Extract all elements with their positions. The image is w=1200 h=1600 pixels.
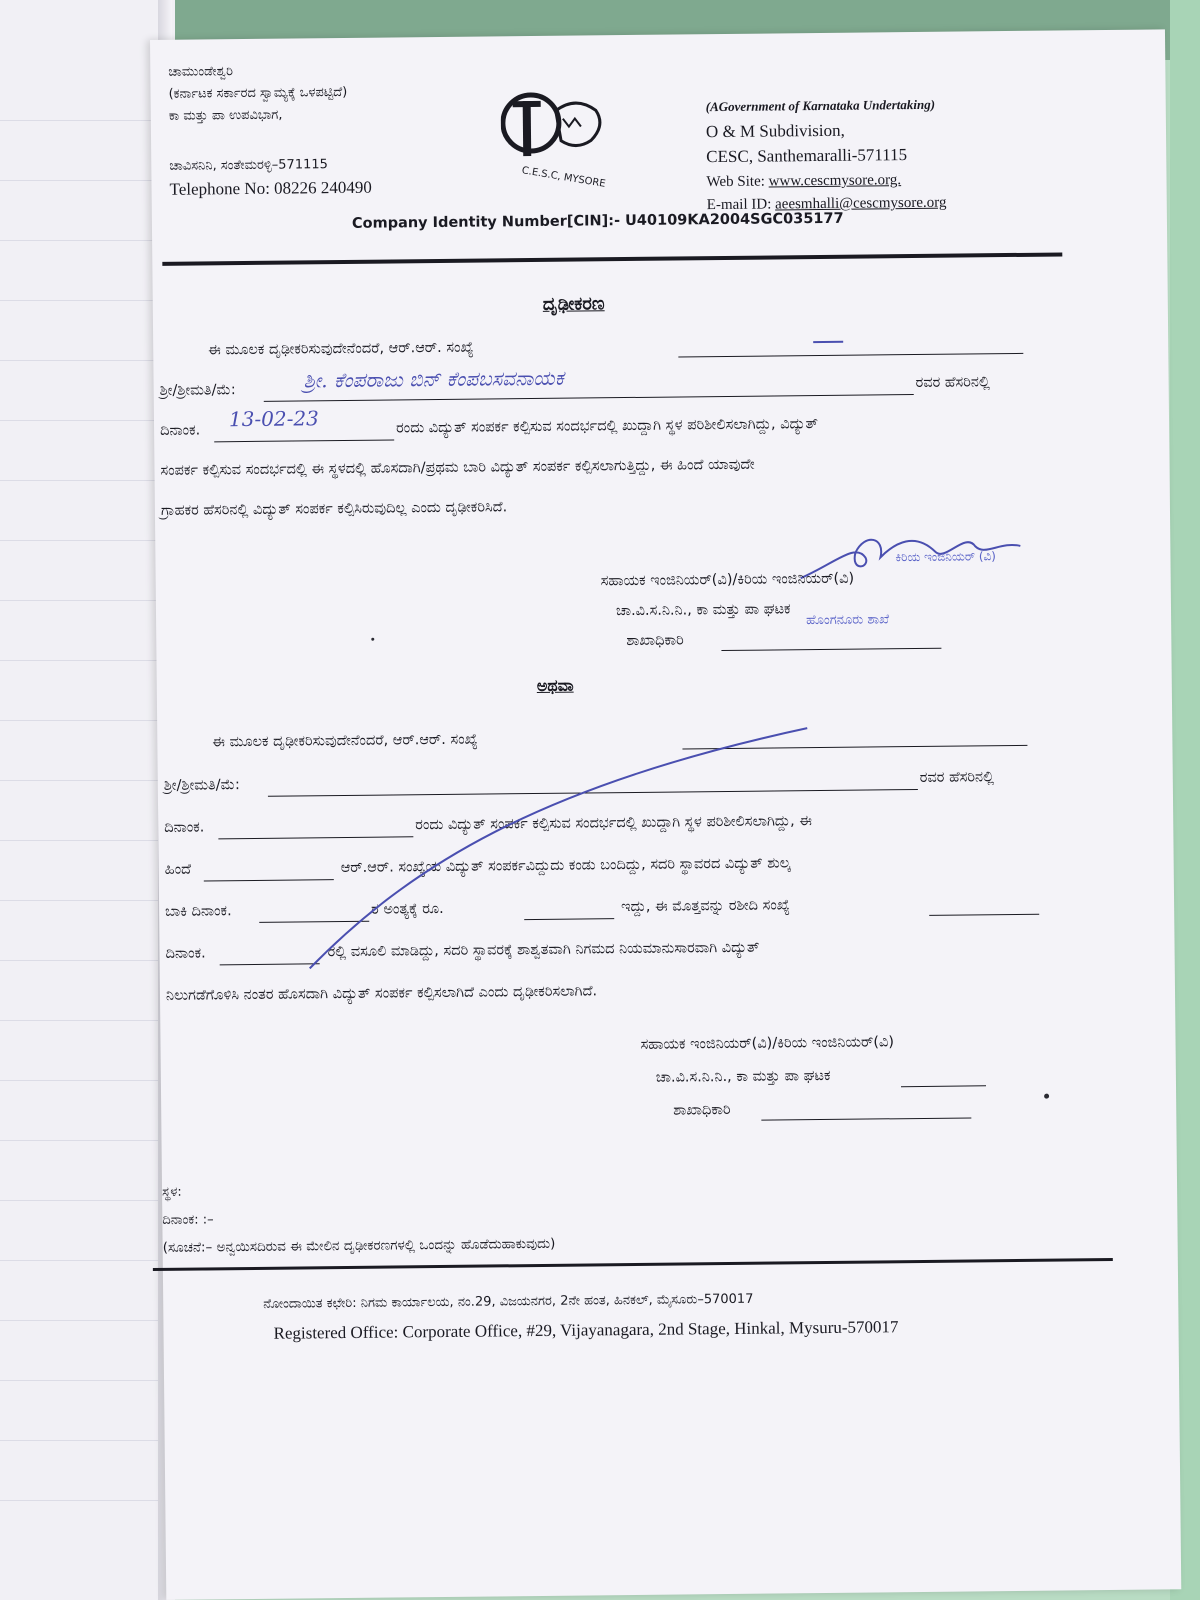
s2-line6-b: ರಲ್ಲಿ ವಸೂಲಿ ಮಾಡಿದ್ದು, ಸದರಿ ಸ್ಥಾವರಕ್ಕೆ ಶಾಶ್ವತವಾಗಿ ನಿಗಮದ ನಿಯಮಾನುಸಾರವಾಗಿ ವಿದ್ಯುತ್ [327,939,760,961]
header-right-line1: (AGovernment of Karnataka Undertaking) [705,96,936,115]
handwritten-date: 13-02-23 [228,406,319,432]
document-page [150,29,1181,1600]
logo-text: C.E.S.C, MYSORE [520,165,607,190]
header-left-line2: (ಕರ್ನಾಟಕ ಸರ್ಕಾರದ ಸ್ವಾಮ್ಯಕ್ಕೆ ಒಳಪಟ್ಟಿದೆ) [168,84,348,102]
s2-line4: ಆರ್.ಆರ್. ಸಂಖ್ಯೆಯ ವಿದ್ಯುತ್ ಸಂಪರ್ಕವಿದ್ದುದು ಕಂಡು ಬಂದಿದ್ದು, ಸದರಿ ಸ್ಥಾವರದ ವಿದ್ಯುತ್ ಶುಲ್ಕ [340,855,791,877]
s1-branch-line [721,648,941,651]
s1-line5: ಗ್ರಾಹಕರ ಹೆಸರಿನಲ್ಲಿ ವಿದ್ಯುತ್ ಸಂಪರ್ಕ ಕಲ್ಪಿಸಿರುವುದಿಲ್ಲ ಎಂದು ದೃಢೀಕರಿಸಿದೆ. [160,499,508,519]
s1-name-line [264,394,914,402]
s1-name-prefix: ಶ್ರೀ/ಶ್ರೀಮತಿ/ಮೆ: [159,382,236,399]
s2-branch-officer: ಶಾಖಾಧಿಕಾರಿ [673,1101,731,1119]
strike-through-stroke [287,723,820,979]
header-divider [162,252,1062,265]
s2-line7: ನಿಲುಗಡೆಗೊಳಿಸಿ ನಂತರ ಹೊಸದಾಗಿ ವಿದ್ಯುತ್ ಸಂಪರ್ಕ ಕಲ್ಪಿಸಲಾಗಿದೆ ಎಂದು ದೃಢೀಕರಿಸಲಾಗಿದೆ. [165,983,598,1004]
s1-date-prefix: ದಿನಾಂಕ. [160,422,201,439]
place-label: ಸ್ಥಳ: [161,1184,182,1200]
underlying-page [0,0,175,1600]
s2-branch-line [761,1117,971,1120]
header-left-line3: ಕಾ ಮತ್ತು ಪಾ ಉಪವಿಭಾಗ, [168,107,283,124]
s1-signatory-unit: ಚಾ.ವಿ.ಸ.ನಿ.ನಿ., ಕಾ ಮತ್ತು ಪಾ ಘಟಕ [615,601,791,620]
s2-line5-a: ಬಾಕಿ ದಿನಾಂಕ. [165,903,232,920]
speck [1044,1094,1049,1099]
s2-line4-prefix: ಹಿಂದೆ [164,861,192,878]
header-left-line1: ಚಾಮುಂಡೇಶ್ವರಿ [168,64,234,80]
registered-office-english: Registered Office: Corporate Office, #29, Vijayanagara, 2nd Stage, Hinkal, Mysuru-570017 [273,1317,899,1343]
footer-divider [153,1258,1113,1271]
speck [371,638,374,641]
s2-unit-line [901,1085,986,1087]
header-right-line3: CESC, Santhemaralli-571115 [706,145,908,167]
s1-line4: ಸಂಪರ್ಕ ಕಲ್ಪಿಸುವ ಸಂದರ್ಭದಲ್ಲಿ ಈ ಸ್ಥಳದಲ್ಲಿ ಹೊಸದಾಗಿ/ಪ್ರಥಮ ಬಾರಿ ವಿದ್ಯುತ್ ಸಂಪರ್ಕ ಕಲ್ಪಿಸಲಾಗುತ್ತಿದ್ದು, ಈ ಹಿಂದೆ ಯಾವುದೇ [160,456,755,479]
s2-line5-c: ಇದ್ದು, ಈ ಮೊತ್ತವನ್ನು ರಶೀದಿ ಸಂಖ್ಯೆ [621,897,790,916]
handwritten-name: ಶ್ರೀ. ಕೆಂಪರಾಜು ಬಿನ್ ಕೆಂಪಬಸವನಾಯಕ [303,365,564,393]
s2-line3: ರಂದು ವಿದ್ಯುತ್ ಸಂಪರ್ಕ ಕಲ್ಪಿಸುವ ಸಂದರ್ಭದಲ್ಲಿ ಖುದ್ದಾಗಿ ಸ್ಥಳ ಪರಿಶೀಲಿಸಲಾಗಿದ್ದು, ಈ [415,813,813,834]
s1-line1: ಈ ಮೂಲಕ ದೃಢೀಕರಿಸುವುದೇನೆಂದರೆ, ಆರ್.ಆರ್. ಸಂಖ್ಯೆ [208,339,474,359]
or-label: ಅಥವಾ [536,675,574,695]
website-link[interactable]: www.cescmysore.org. [768,172,902,190]
instruction-note: (ಸೂಚನೆ:– ಅನ್ವಯಿಸದಿರುವ ಈ ಮೇಲಿನ ದೃಢೀಕರಣಗಳಲ್ಲಿ ಒಂದನ್ನು ಹೊಡೆದುಹಾಕುವುದು) [162,1235,556,1256]
email-link[interactable]: aeesmhalli@cescmysore.org [775,194,947,213]
s1-name-suffix: ರವರ ಹೆಸರಿನಲ್ಲಿ [915,374,990,392]
s1-date-line [214,439,394,442]
s1-rr-mark [813,341,843,343]
stamp-text-top: ಕಿರಿಯ ಇಂಜಿನಿಯರ್ (ವಿ) [895,549,997,565]
s2-signatory-title: ಸಹಾಯಕ ಇಂಜಿನಿಯರ್(ವಿ)/ಕಿರಿಯ ಇಂಜಿನಿಯರ್(ವಿ) [640,1034,895,1053]
website-row [706,172,901,191]
header-left-line4: ಚಾವಿಸನಿನಿ, ಸಂತೇಮರಳ್ಳಿ–571115 [169,157,328,174]
section-title: ದೃಢೀಕರಣ [542,293,605,315]
s2-line5-b: ರ ಅಂತ್ಯಕ್ಕೆ ರೂ. [371,900,444,918]
telephone: Telephone No: 08226 240490 [169,177,372,199]
s2-date-prefix: ದಿನಾಂಕ. [164,819,205,836]
s2-signatory-unit: ಚಾ.ವಿ.ಸ.ನಿ.ನಿ., ಕಾ ಮತ್ತು ಪಾ ಘಟಕ [655,1067,831,1086]
company-cin: Company Identity Number[CIN]:- U40109KA2004SGC035177 [351,210,844,232]
date-label: ದಿನಾಂಕ: :– [162,1212,214,1228]
s2-name-prefix: ಶ್ರೀ/ಶ್ರೀಮತಿ/ಮೆ: [163,777,240,794]
stamp-text: ಹೊಂಗನೂರು ಶಾಖೆ [806,612,890,629]
s2-line6-a: ದಿನಾಂಕ. [165,945,206,962]
website-label: Web Site: [706,173,769,191]
s2-receipt-line [929,914,1039,916]
email-label: E-mail ID: [706,196,776,214]
cesc-logo [500,80,621,191]
registered-office-kannada: ನೋಂದಾಯಿತ ಕಛೇರಿ: ನಿಗಮ ಕಾರ್ಯಾಲಯ, ನಂ.29, ವಿಜಯನಗರ, 2ನೇ ಹಂತ, ಹಿನಕಲ್, ಮೈಸೂರು–570017 [263,1291,754,1312]
s1-line3: ರಂದು ವಿದ್ಯುತ್ ಸಂಪರ್ಕ ಕಲ್ಪಿಸುವ ಸಂದರ್ಭದಲ್ಲಿ ಖುದ್ದಾಗಿ ಸ್ಥಳ ಪರಿಶೀಲಿಸಲಾಗಿದ್ದು, ವಿದ್ಯುತ್ [395,416,819,437]
s2-name-suffix: ರವರ ಹೆಸರಿನಲ್ಲಿ [919,769,995,786]
s1-rr-number-line [678,353,1023,358]
s2-line1: ಈ ಮೂಲಕ ದೃಢೀಕರಿಸುವುದೇನೆಂದರೆ, ಆರ್.ಆರ್. ಸಂಖ್ಯೆ [212,731,478,751]
s1-signatory-title: ಸಹಾಯಕ ಇಂಜಿನಿಯರ್(ವಿ)/ಕಿರಿಯ ಇಂಜಿನಿಯರ್(ವಿ) [600,570,855,590]
s1-branch-officer: ಶಾಖಾಧಿಕಾರಿ [626,632,684,650]
header-right-line2: O & M Subdivision, [705,120,845,142]
